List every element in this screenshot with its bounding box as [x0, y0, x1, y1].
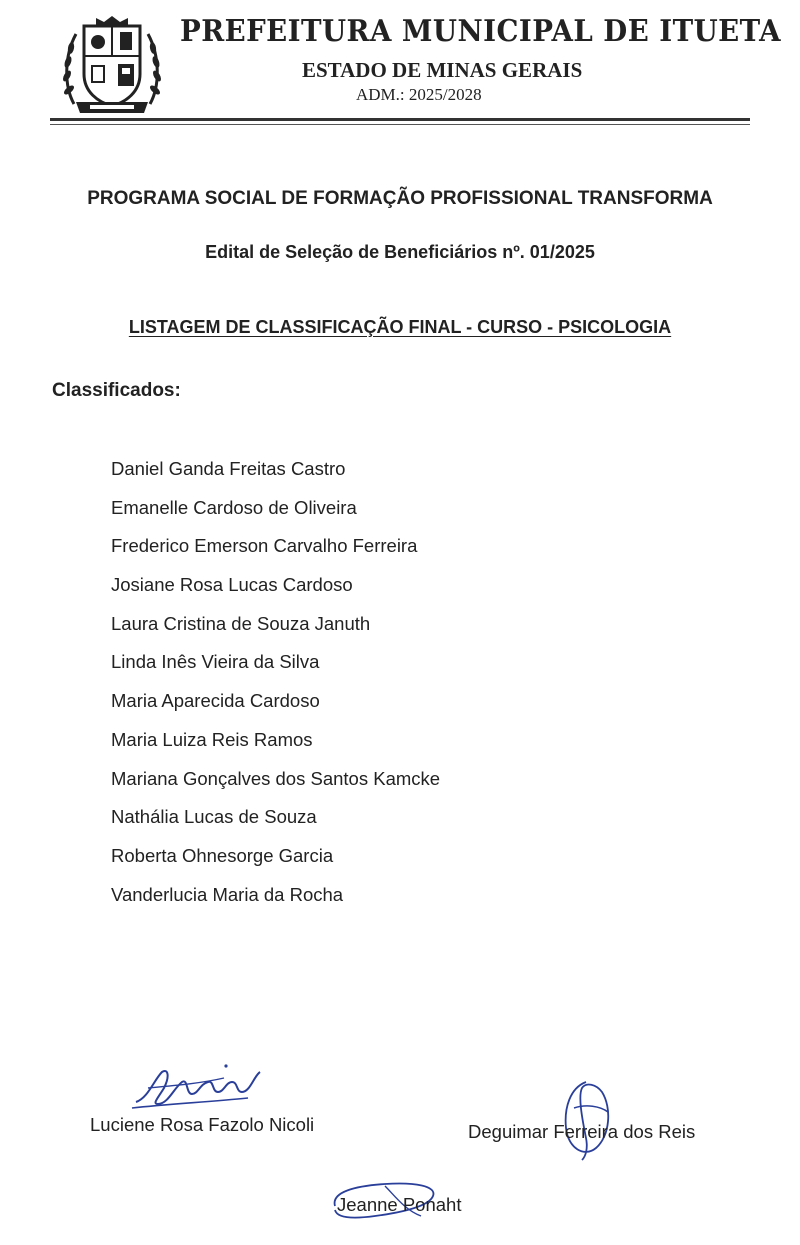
list-item: Frederico Emerson Carvalho Ferreira [111, 535, 418, 557]
list-title [0, 317, 800, 338]
list-item: Roberta Ohnesorge Garcia [111, 844, 334, 866]
list-item: Linda Inês Vieira da Silva [111, 651, 320, 673]
signature-scribble-nicoli [128, 1058, 278, 1118]
list-item: Nathália Lucas de Souza [111, 806, 317, 828]
list-item: Mariana Gonçalves dos Santos Kamcke [111, 767, 441, 789]
list-item: Daniel Ganda Freitas Castro [111, 458, 346, 479]
header-divider [50, 118, 750, 121]
list-item: Vanderlucia Maria da Rocha [111, 883, 344, 905]
list-item: Josiane Rosa Lucas Cardoso [111, 574, 353, 596]
header-divider-thin [50, 124, 750, 125]
administration-period: ADM.: 2025/2028 [356, 85, 482, 104]
classified-list [111, 456, 440, 920]
list-item: Emanelle Cardoso de Oliveira [111, 496, 357, 518]
edital-number: Edital de Seleção de Beneficiários nº. 01/2025 [205, 242, 595, 262]
org-state: ESTADO DE MINAS GERAIS [302, 58, 583, 82]
list-title-text: LISTAGEM DE CLASSIFICAÇÃO FINAL - CURSO - PSICOLOGIA [128, 317, 672, 337]
list-item: Maria Aparecida Cardoso [111, 690, 320, 712]
signature-name-luciene: Luciene Rosa Fazolo Nicoli [90, 1114, 315, 1135]
classified-label: Classificados: [52, 380, 181, 401]
program-title: PROGRAMA SOCIAL DE FORMAÇÃO PROFISSIONAL TRANSFORMA [87, 188, 713, 209]
signature-name-jeanne: Jeanne Ponaht [337, 1194, 462, 1215]
org-name: PREFEITURA MUNICIPAL DE ITUETA [180, 14, 782, 49]
list-item: Laura Cristina de Souza Januth [111, 612, 371, 634]
municipal-coat-of-arms-icon [60, 16, 164, 116]
list-item: Maria Luiza Reis Ramos [111, 728, 313, 750]
letterhead [0, 0, 800, 130]
signature-scribble-deguimar [556, 1078, 620, 1162]
signature-name-deguimar: Deguimar Ferreira dos Reis [468, 1121, 696, 1142]
